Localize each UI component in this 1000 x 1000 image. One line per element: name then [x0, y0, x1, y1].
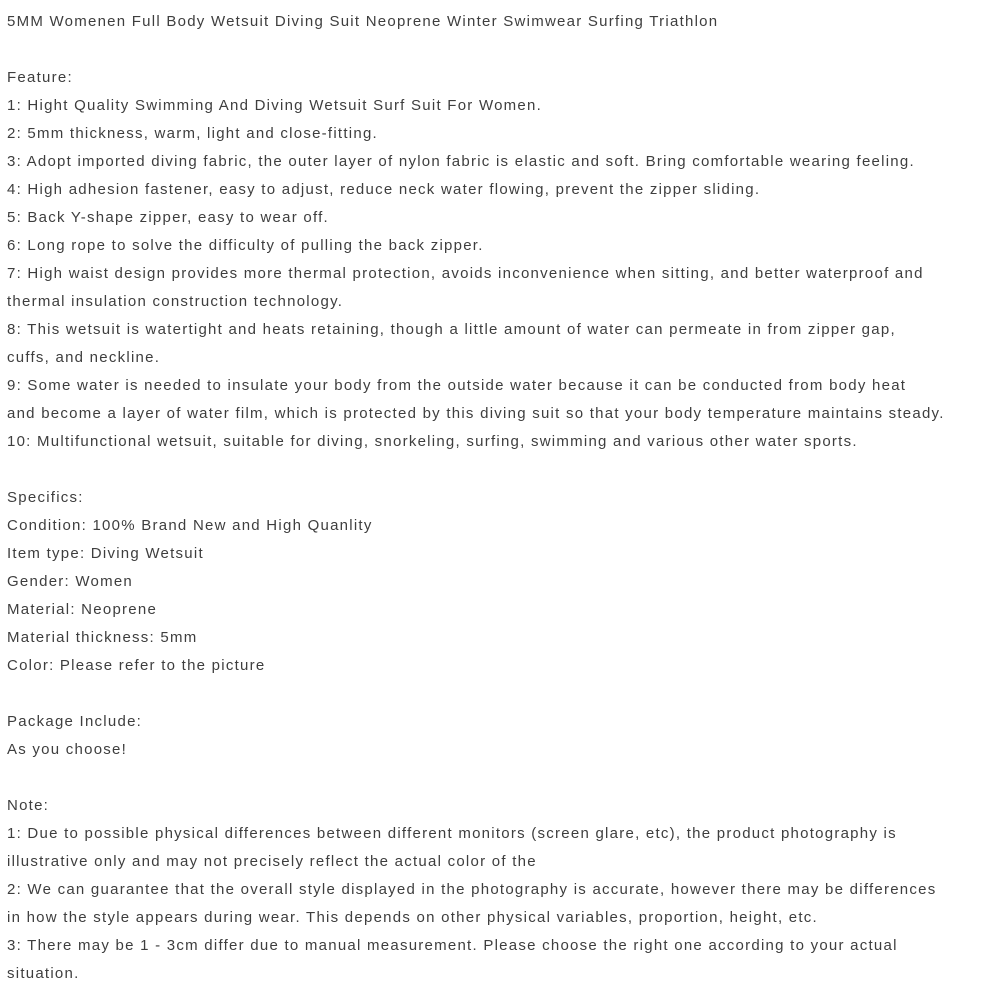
- text-line: 3: Adopt imported diving fabric, the outer layer of nylon fabric is elastic and soft. Bring comfortable wearing feeling.: [7, 153, 915, 170]
- text-line: 4: High adhesion fastener, easy to adjust, reduce neck water flowing, prevent the zipper sliding.: [7, 181, 761, 198]
- text-line: situation.: [7, 965, 80, 982]
- text-line: and become a layer of water film, which is protected by this diving suit so that your body temperature maintains steady.: [7, 405, 945, 422]
- text-line: 9: Some water is needed to insulate your body from the outside water because it can be conducted from body heat: [7, 377, 907, 394]
- text-line: 1: Hight Quality Swimming And Diving Wetsuit Surf Suit For Women.: [7, 97, 543, 114]
- text-line: Gender: Women: [7, 573, 134, 590]
- text-line: 2: 5mm thickness, warm, light and close-fitting.: [7, 125, 378, 142]
- text-line: 7: High waist design provides more thermal protection, avoids inconvenience when sitting, and better waterproof and: [7, 265, 924, 282]
- section-specifics: [7, 484, 994, 680]
- section-heading: Note:: [7, 797, 50, 814]
- text-line: in how the style appears during wear. This depends on other physical variables, proportion, height, etc.: [7, 909, 818, 926]
- text-line: cuffs, and neckline.: [7, 349, 161, 366]
- text-line: 5: Back Y-shape zipper, easy to wear off.: [7, 209, 329, 226]
- section-package-include: [7, 708, 994, 764]
- text-line: Material: Neoprene: [7, 601, 158, 618]
- section-note: [7, 792, 994, 988]
- text-line: thermal insulation construction technology.: [7, 293, 344, 310]
- text-line: 1: Due to possible physical differences between different monitors (screen glare, etc), the product photography is: [7, 825, 897, 842]
- text-line: 2: We can guarantee that the overall style displayed in the photography is accurate, however there may be differences: [7, 881, 937, 898]
- text-line: Material thickness: 5mm: [7, 629, 198, 646]
- text-line: 6: Long rope to solve the difficulty of pulling the back zipper.: [7, 237, 484, 254]
- document-sections: [7, 64, 994, 988]
- text-line: Item type: Diving Wetsuit: [7, 545, 204, 562]
- section-heading: Package Include:: [7, 713, 143, 730]
- text-line: illustrative only and may not precisely reflect the actual color of the: [7, 853, 537, 870]
- text-line: 8: This wetsuit is watertight and heats retaining, though a little amount of water can permeate in from zipper gap,: [7, 321, 896, 338]
- text-line: Color: Please refer to the picture: [7, 657, 266, 674]
- section-feature: [7, 64, 994, 456]
- text-line: Condition: 100% Brand New and High Quanlity: [7, 517, 373, 534]
- section-heading: Specifics:: [7, 489, 84, 506]
- section-heading: Feature:: [7, 69, 73, 86]
- text-line: As you choose!: [7, 741, 128, 758]
- text-line: 3: There may be 1 - 3cm differ due to manual measurement. Please choose the right one according to your actual: [7, 937, 898, 954]
- text-line: 10: Multifunctional wetsuit, suitable for diving, snorkeling, surfing, swimming and various other water sports.: [7, 433, 858, 450]
- product-title: 5MM Womenen Full Body Wetsuit Diving Suit Neoprene Winter Swimwear Surfing Triathlon: [7, 13, 719, 30]
